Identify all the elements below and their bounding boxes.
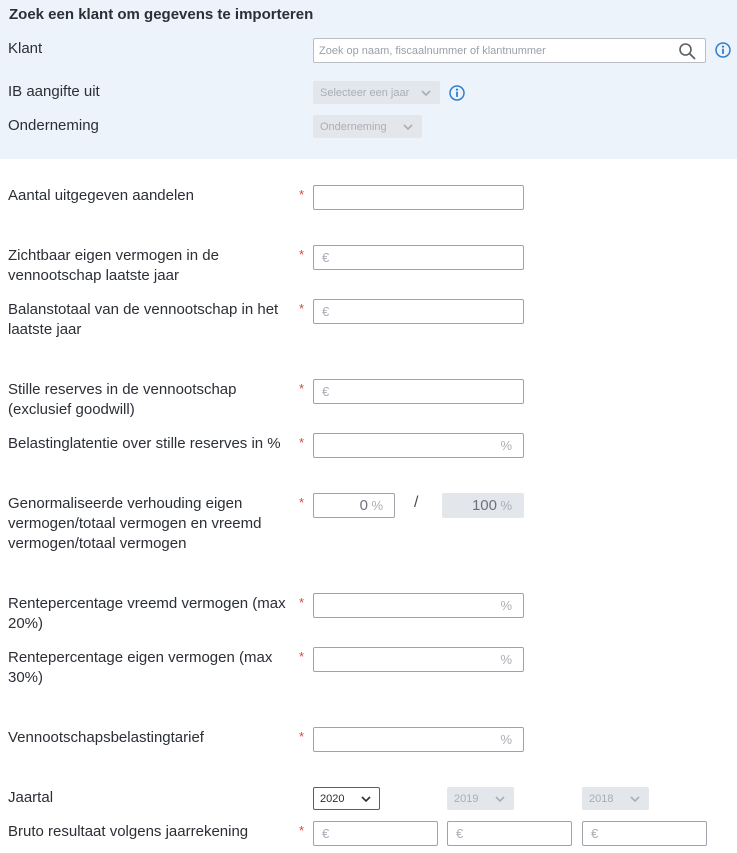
ratio-total-value: 100 xyxy=(471,497,497,514)
ib-label: IB aangifte uit xyxy=(8,83,100,100)
client-label: Klant xyxy=(8,40,43,57)
year-label: Jaartal xyxy=(8,789,54,806)
ratio-equity-input[interactable] xyxy=(313,493,395,518)
year-dropdown-3[interactable] xyxy=(582,787,649,810)
reserves-label: Stille reserves in de vennootschap (exclusief goodwill) xyxy=(8,381,237,418)
ratio-separator: / xyxy=(414,494,419,511)
required-marker: * xyxy=(299,381,305,396)
equity-label: Zichtbaar eigen vermogen in de vennootschap laatste jaar xyxy=(8,247,219,284)
chevron-down-icon xyxy=(361,796,371,803)
gross-label: Bruto resultaat volgens jaarrekening xyxy=(8,823,249,840)
required-marker: * xyxy=(299,729,305,744)
company-select[interactable] xyxy=(313,115,422,138)
euro-prefix: € xyxy=(591,826,599,841)
required-marker: * xyxy=(299,301,305,316)
client-search-input[interactable] xyxy=(314,39,674,62)
year-select[interactable] xyxy=(313,81,440,104)
euro-prefix: € xyxy=(456,826,464,841)
equity-rate-input[interactable] xyxy=(313,647,524,672)
chevron-down-icon xyxy=(403,124,413,131)
company-label: Onderneming xyxy=(8,117,99,134)
equity-input[interactable] xyxy=(313,245,524,270)
gross-input-2020[interactable] xyxy=(313,821,438,846)
required-marker: * xyxy=(299,435,305,450)
ratio-equity-value: 0 xyxy=(359,497,368,514)
year-dropdown-value: 2019 xyxy=(454,793,479,805)
required-marker: * xyxy=(299,823,305,838)
balance-input[interactable] xyxy=(313,299,524,324)
year-dropdown-1[interactable] xyxy=(313,787,380,810)
euro-prefix: € xyxy=(322,250,330,265)
equity-rate-label: Rentepercentage eigen vermogen (max 30%) xyxy=(8,649,273,686)
ratio-total-input xyxy=(442,493,524,518)
percent-suffix: % xyxy=(371,498,383,513)
ratio-label: Genormaliseerde verhouding eigen vermogen/totaal vermogen en vreemd vermogen/totaal vermogen xyxy=(8,495,262,552)
latency-label: Belastinglatentie over stille reserves in % xyxy=(8,435,281,452)
search-icon[interactable] xyxy=(678,42,696,60)
year-dropdown-value: 2018 xyxy=(589,793,614,805)
latency-input[interactable] xyxy=(313,433,524,458)
gross-input-2018[interactable] xyxy=(582,821,707,846)
required-marker: * xyxy=(299,595,305,610)
client-search[interactable] xyxy=(313,38,706,63)
percent-suffix: % xyxy=(500,598,512,613)
debt-rate-input[interactable] xyxy=(313,593,524,618)
year-dropdown-2[interactable] xyxy=(447,787,514,810)
panel-title: Zoek een klant om gegevens te importeren xyxy=(9,6,314,23)
percent-suffix: % xyxy=(500,498,512,513)
required-marker: * xyxy=(299,247,305,262)
chevron-down-icon xyxy=(630,796,640,803)
tax-rate-input[interactable] xyxy=(313,727,524,752)
euro-prefix: € xyxy=(322,384,330,399)
chevron-down-icon xyxy=(421,90,431,97)
percent-suffix: % xyxy=(500,732,512,747)
percent-suffix: % xyxy=(500,438,512,453)
import-panel xyxy=(0,0,737,159)
debt-rate-label: Rentepercentage vreemd vermogen (max 20%) xyxy=(8,595,286,632)
required-marker: * xyxy=(299,187,305,202)
reserves-input[interactable] xyxy=(313,379,524,404)
year-select-value: Selecteer een jaar xyxy=(320,87,410,99)
shares-label: Aantal uitgegeven aandelen xyxy=(8,187,194,204)
required-marker: * xyxy=(299,649,305,664)
chevron-down-icon xyxy=(495,796,505,803)
tax-rate-label: Vennootschapsbelastingtarief xyxy=(8,729,204,746)
required-marker: * xyxy=(299,495,305,510)
euro-prefix: € xyxy=(322,826,330,841)
shares-input[interactable] xyxy=(313,185,524,210)
info-icon[interactable] xyxy=(449,85,465,101)
info-icon[interactable] xyxy=(715,42,731,58)
gross-input-2019[interactable] xyxy=(447,821,572,846)
percent-suffix: % xyxy=(500,652,512,667)
euro-prefix: € xyxy=(322,304,330,319)
balance-label: Balanstotaal van de vennootschap in het laatste jaar xyxy=(8,301,279,338)
company-select-value: Onderneming xyxy=(320,121,387,133)
year-dropdown-value: 2020 xyxy=(320,793,345,805)
